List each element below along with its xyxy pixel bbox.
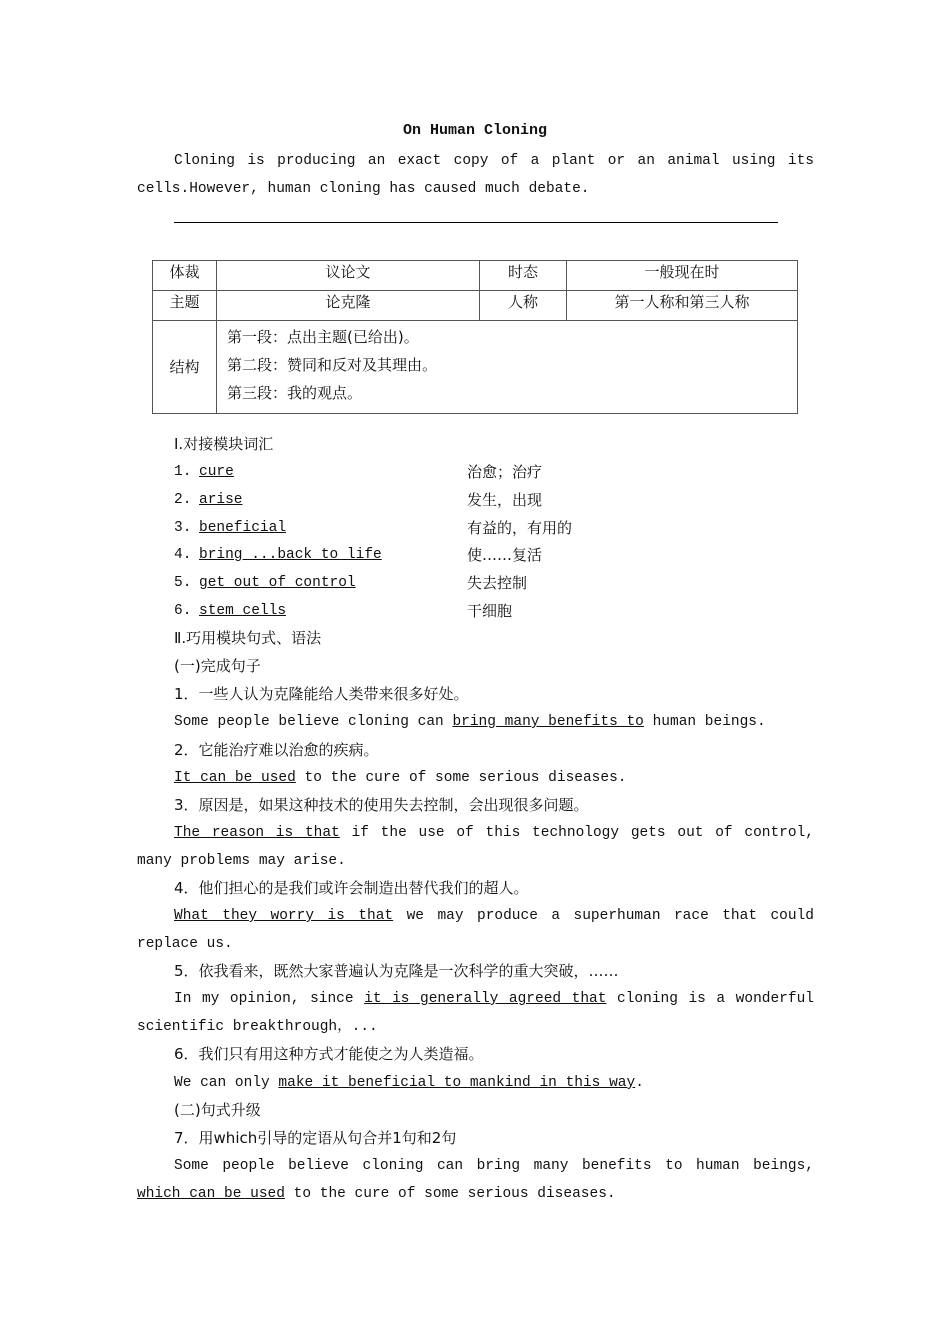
vocab-num: 4. [174, 547, 192, 563]
vocab-answer: beneficial [199, 520, 287, 536]
structure-line: 第二段：赞同和反对及其理由。 [227, 356, 438, 374]
vocab-num: 2. [174, 492, 192, 508]
answer-sentence: In my opinion, since it is generally agreed that cloning is a wonderful scientific breakthrough，... [137, 991, 814, 1035]
table-cell: 论克隆 [217, 291, 480, 321]
table-cell: 人称 [480, 291, 567, 321]
table-cell: 议论文 [217, 261, 480, 291]
table-cell: 一般现在时 [567, 261, 798, 291]
vocab-num: 3. [174, 520, 192, 536]
vocab-meaning: 使……复活 [467, 546, 543, 564]
vocab-answer: bring ...back to life [199, 547, 382, 563]
vocab-num: 5. [174, 575, 192, 591]
answer-blank: make it beneficial to mankind in this way [278, 1075, 636, 1091]
structure-line: 第三段：我的观点。 [227, 384, 363, 402]
table-row [153, 321, 798, 414]
vocab-meaning: 干细胞 [467, 602, 513, 620]
answer-sentence: Some people believe cloning can bring many benefits to human beings, which can be used to the cure of some serious diseases. [137, 1158, 814, 1202]
answer-blank: What they worry is that [174, 908, 394, 924]
question-prompt: 3．原因是，如果这种技术的使用失去控制，会出现很多问题。 [174, 796, 589, 814]
answer-blank: which can be used [137, 1186, 285, 1202]
subsection-heading: (一)完成句子 [174, 657, 261, 675]
answer-sentence: Some people believe cloning can bring many benefits to human beings. [174, 714, 766, 730]
table-row [153, 261, 798, 291]
table-row [153, 291, 798, 321]
subsection-heading: (二)句式升级 [174, 1101, 261, 1119]
table-cell: 第一人称和第三人称 [567, 291, 798, 321]
question-prompt: 7．用which引导的定语从句合并1句和2句 [174, 1129, 457, 1147]
table-cell: 结构 [153, 321, 217, 414]
structure-cell [217, 321, 798, 414]
question-prompt: 6．我们只有用这种方式才能使之为人类造福。 [174, 1045, 484, 1063]
answer-line [174, 222, 778, 223]
vocab-answer: get out of control [199, 575, 356, 591]
answer-blank: It can be used [174, 770, 296, 786]
question-prompt: 1．一些人认为克隆能给人类带来很多好处。 [174, 685, 469, 703]
vocab-meaning: 有益的，有用的 [467, 519, 573, 537]
table-cell: 体裁 [153, 261, 217, 291]
question-prompt: 4．他们担心的是我们或许会制造出替代我们的超人。 [174, 879, 529, 897]
vocab-answer: arise [199, 492, 243, 508]
vocab-meaning: 治愈；治疗 [467, 463, 543, 481]
table-cell: 时态 [480, 261, 567, 291]
question-prompt: 5．依我看来，既然大家普遍认为克隆是一次科学的重大突破，…… [174, 962, 619, 980]
answer-sentence: The reason is that if the use of this technology gets out of control, many problems may arise. [137, 825, 814, 869]
question-prompt: 2．它能治疗难以治愈的疾病。 [174, 741, 379, 759]
section2-heading: Ⅱ.巧用模块句式、语法 [174, 629, 322, 647]
vocab-meaning: 发生，出现 [467, 491, 543, 509]
vocab-num: 6. [174, 603, 192, 619]
vocab-answer: stem cells [199, 603, 287, 619]
section1-heading: Ⅰ.对接模块词汇 [174, 435, 274, 453]
structure-line: 第一段：点出主题(已给出)。 [227, 328, 419, 346]
answer-sentence: We can only make it beneficial to mankind in this way. [174, 1075, 644, 1091]
answer-sentence: What they worry is that we may produce a superhuman race that could replace us. [137, 908, 814, 952]
intro-paragraph: Cloning is producing an exact copy of a plant or an animal using its cells.However, human cloning has caused much debate. [137, 153, 814, 197]
answer-blank: The reason is that [174, 825, 340, 841]
overview-table [152, 260, 798, 414]
answer-blank: bring many benefits to [452, 714, 644, 730]
table-cell: 主题 [153, 291, 217, 321]
vocab-num: 1. [174, 464, 192, 480]
vocab-meaning: 失去控制 [467, 574, 528, 592]
answer-blank: it is generally agreed that [364, 991, 607, 1007]
answer-sentence: It can be used to the cure of some serious diseases. [174, 770, 627, 786]
page-title: On Human Cloning [402, 122, 548, 139]
vocab-answer: cure [199, 464, 234, 480]
